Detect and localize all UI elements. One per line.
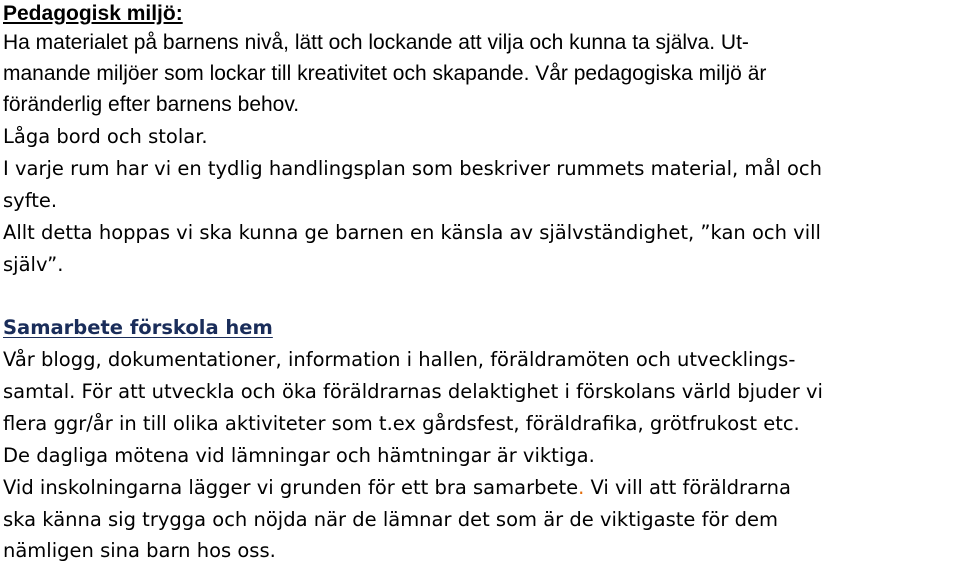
text-segment: Vid inskolningarna lägger vi grunden för ett bra samarbete xyxy=(3,476,579,499)
paragraph-line: flera ggr/år in till olika aktiviteter som t.ex gårdsfest, föräldrafika, grötfrukost etc. xyxy=(3,412,800,435)
paragraph-line: föränderlig efter barnens behov. xyxy=(3,93,300,116)
paragraph-line: samtal. För att utveckla och öka föräldrarnas delaktighet i förskolans värld bjuder vi xyxy=(3,380,823,403)
text-segment: Vi vill att föräldrarna xyxy=(584,476,791,499)
paragraph-line: nämligen sina barn hos oss. xyxy=(3,539,276,562)
section-heading-samarbete: Samarbete förskola hem xyxy=(3,316,273,339)
paragraph-line: Låga bord och stolar. xyxy=(3,125,208,148)
paragraph-line: manande miljöer som lockar till kreativitet och skapande. Vår pedagogiska miljö är xyxy=(3,62,767,85)
section-heading-pedagogisk-miljo: Pedagogisk miljö: xyxy=(3,2,183,25)
paragraph-line: Ha materialet på barnens nivå, lätt och lockande att vilja och kunna ta själva. Ut- xyxy=(3,31,749,54)
paragraph-line: Vår blogg, dokumentationer, information i hallen, föräldramöten och utvecklings- xyxy=(3,348,796,371)
paragraph-line: I varje rum har vi en tydlig handlingsplan som beskriver rummets material, mål och xyxy=(3,157,822,180)
paragraph-line: själv”. xyxy=(3,253,64,276)
paragraph-line: syfte. xyxy=(3,189,58,212)
paragraph-line-inskolning xyxy=(3,475,791,501)
paragraph-line: ska känna sig trygga och nöjda när de lämnar det som är de viktigaste för dem xyxy=(3,508,778,531)
paragraph-line: De dagliga mötena vid lämningar och hämtningar är viktiga. xyxy=(3,444,595,467)
accent-dot: . xyxy=(578,476,585,499)
paragraph-line: Allt detta hoppas vi ska kunna ge barnen en känsla av självständighet, ”kan och vill xyxy=(3,221,821,244)
